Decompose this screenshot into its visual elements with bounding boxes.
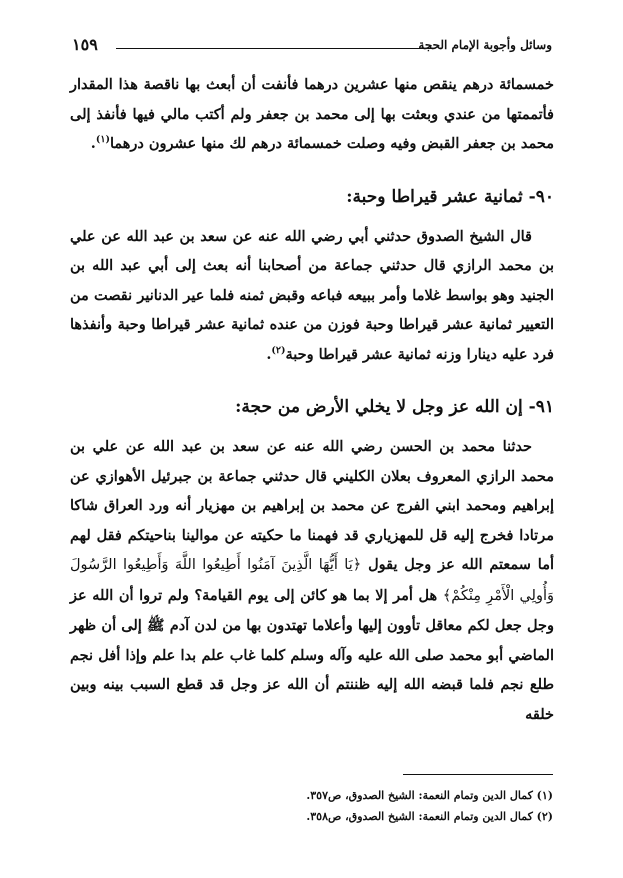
footnotes: [69, 785, 553, 827]
section-heading-91: ٩١- إن الله عز وجل لا يخلي الأرض من حجة:: [235, 397, 554, 417]
paragraph-91: [70, 432, 554, 729]
running-header: [72, 36, 552, 58]
paragraph-text: خمسمائة درهم ينقص منها عشرين درهما فأنفت أن أبعث بها ناقصة هذا المقدار فأتممتها من عندي وبعثت بها إلى محمد بن جعفر ولم أكتب مالي فيها فأنفذ إلى محمد بن جعفر القبض وفيه وصلت خمسمائة درهم لك منها عشرون درهما: [70, 76, 554, 152]
section-heading-90: ٩٠- ثمانية عشر قيراطا وحبة:: [346, 186, 554, 207]
footnote-ref-2: (٢): [271, 344, 286, 356]
paragraph-text: حدثنا محمد بن الحسن رضي الله عنه عن سعد بن عبد الله عن علي بن محمد الرازي المعروف بعلان الكليني قال حدثني جماعة بن جبرئيل الأهوازي عن إبراهيم ومحمد ابني الفرج عن محمد بن إبراهيم بن مهزيار أنه ورد العراق شاكا مرتادا فخرج إليه قل للمهزياري قد فهمنا ما حكيته عن موالينا بناحيتكم فقل لهم أما سمعتم الله عز وجل يقول: [70, 438, 555, 573]
footnote-ref-1: (١): [95, 134, 110, 146]
footnote-1: (١) كمال الدين وتمام النعمة: الشيخ الصدوق، ص٣٥٧.: [306, 789, 553, 802]
footnote-separator: [403, 774, 553, 775]
header-rule: [116, 48, 434, 49]
page-number: ١٥٩: [72, 35, 98, 54]
footnote-2: (٢) كمال الدين وتمام النعمة: الشيخ الصدوق، ص٣٥٨.: [306, 810, 553, 823]
header-title: وسائل وأجوبة الإمام الحجة: [418, 38, 552, 52]
paragraph-end: .: [266, 345, 272, 363]
main-text: [70, 70, 554, 729]
paragraph-text: هل أمر إلا بما هو كائن إلى يوم القيامة؟ ولم تروا أن الله عز وجل جعل لكم معاقل تأوون إليها وأعلاما تهتدون بها من لدن آدم ﷺ إلى أن ظهر الماضي أبو محمد صلى الله عليه وآله وسلم كلما غاب علم بدا علم وإذا أفل نجم طلع نجم فلما قبضه الله إليه ظننتم أن الله عز وجل قد قطع السبب بينه وبين خلقه: [70, 586, 554, 723]
paragraph-90: [70, 222, 554, 370]
quran-verse: ﴿يَا أَيُّهَا الَّذِينَ آمَنُوا أَطِيعُوا اللَّهَ وَأَطِيعُوا الرَّسُولَ وَأُولِي الْأَمْرِ مِنْكُمْ﴾: [70, 557, 554, 604]
paragraph-continuation: [70, 70, 554, 159]
paragraph-end: .: [90, 135, 96, 152]
paragraph-text: قال الشيخ الصدوق حدثني أبي رضي الله عنه عن سعد بن عبد الله عن علي بن محمد الرازي قال حدثني جماعة من أصحابنا أنه بعث إلى أبي عبد الله بن الجنيد وهو بواسط غلاما وأمر ببيعه فباعه وقبض ثمنه فلما عير الدنانير نقصت من التعيير ثمانية عشر قيراطا وحبة فوزن من عنده ثمانية عشر قيراطا وحبة وأنفذها فرد عليه دينارا وزنه ثمانية عشر قيراطا وحبة: [70, 227, 554, 363]
